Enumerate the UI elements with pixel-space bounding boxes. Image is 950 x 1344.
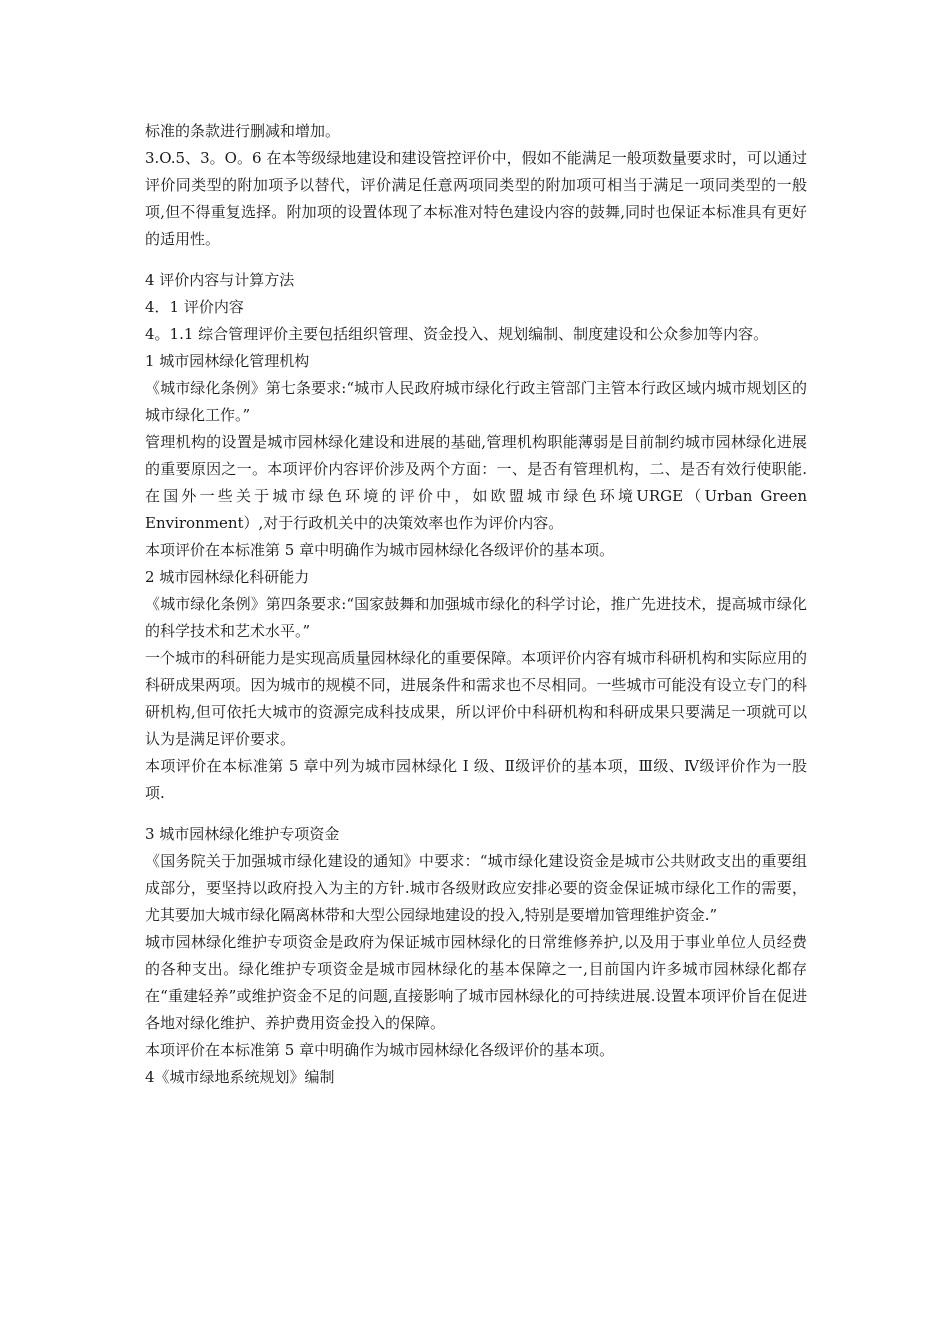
section-4-1-heading: 4．1 评价内容 xyxy=(145,298,244,316)
item-3-body: 城市园林绿化维护专项资金是政府为保证城市园林绿化的日常维修养护,以及用于事业单位人员经费的各种支出。绿化维护专项资金是城市园林绿化的基本保障之一,目前国内许多城市园林绿化都存在“重建轻养”或维护资金不足的问题,直接影响了城市园林绿化的可持续进展.设置本项评价旨在促进各地对绿化维护、养护费用资金投入的保障。 xyxy=(145,933,807,1032)
clause-4-1-1: 4。1.1 综合管理评价主要包括组织管理、资金投入、规划编制、制度建设和公众参加等内容。 xyxy=(145,325,769,343)
paragraph-intro-end: 标准的条款进行删减和增加。 xyxy=(145,122,341,140)
item-1-body: 管理机构的设置是城市园林绿化建设和进展的基础,管理机构职能薄弱是目前制约城市园林绿化进展的重要原因之一。本项评价内容评价涉及两个方面：一、是否有管理机构，二、是否有效行使职能.在国外一些关于城市绿色环境的评价中，如欧盟城市绿色环境URGE（Urban Green Environment）,对于行政机关中的决策效率也作为评价内容。 xyxy=(145,433,807,532)
section-gap xyxy=(145,253,807,267)
item-3-heading: 3 城市园林绿化维护专项资金 xyxy=(145,825,340,843)
item-1-quote: 《城市绿化条例》第七条要求:“城市人民政府城市绿化行政主管部门主管本行政区域内城市规划区的城市绿化工作。” xyxy=(145,379,807,424)
item-3-note: 本项评价在本标准第 5 章中明确作为城市园林绿化各级评价的基本项。 xyxy=(145,1041,615,1059)
item-1-note: 本项评价在本标准第 5 章中明确作为城市园林绿化各级评价的基本项。 xyxy=(145,541,615,559)
chapter-4-heading: 4 评价内容与计算方法 xyxy=(145,271,295,289)
item-2-quote: 《城市绿化条例》第四条要求:“国家鼓舞和加强城市绿化的科学讨论，推广先进技术，提高城市绿化的科学技术和艺术水平。” xyxy=(145,595,807,640)
item-2-note: 本项评价在本标准第 5 章中列为城市园林绿化 I 级、Ⅱ级评价的基本项，Ⅲ级、Ⅳ级评价作为一股项. xyxy=(145,757,807,802)
document-page xyxy=(145,118,807,1091)
item-2-body: 一个城市的科研能力是实现高质量园林绿化的重要保障。本项评价内容有城市科研机构和实际应用的科研成果两项。因为城市的规模不同，进展条件和需求也不尽相同。一些城市可能没有设立专门的科研机构,但可依托大城市的资源完成科技成果，所以评价中科研机构和科研成果只要满足一项就可以认为是满足评价要求。 xyxy=(145,649,807,748)
section-gap xyxy=(145,807,807,821)
item-2-heading: 2 城市园林绿化科研能力 xyxy=(145,568,310,586)
paragraph-clause-3-0-5: 3.O.5、3。O。6 在本等级绿地建设和建设管控评价中，假如不能满足一般项数量要求时，可以通过评价同类型的附加项予以替代，评价满足任意两项同类型的附加项可相当于满足一项同类型的一般项,但不得重复选择。附加项的设置体现了本标准对特色建设内容的鼓舞,同时也保证本标准具有更好的适用性。 xyxy=(145,149,807,248)
item-1-heading: 1 城市园林绿化管理机构 xyxy=(145,352,310,370)
item-4-heading: 4《城市绿地系统规划》编制 xyxy=(145,1068,335,1086)
item-3-quote: 《国务院关于加强城市绿化建设的通知》中要求：“城市绿化建设资金是城市公共财政支出的重要组成部分，要坚持以政府投入为主的方针.城市各级财政应安排必要的资金保证城市绿化工作的需要，尤其要加大城市绿化隔离林带和大型公园绿地建设的投入,特别是要增加管理维护资金.” xyxy=(145,852,807,924)
